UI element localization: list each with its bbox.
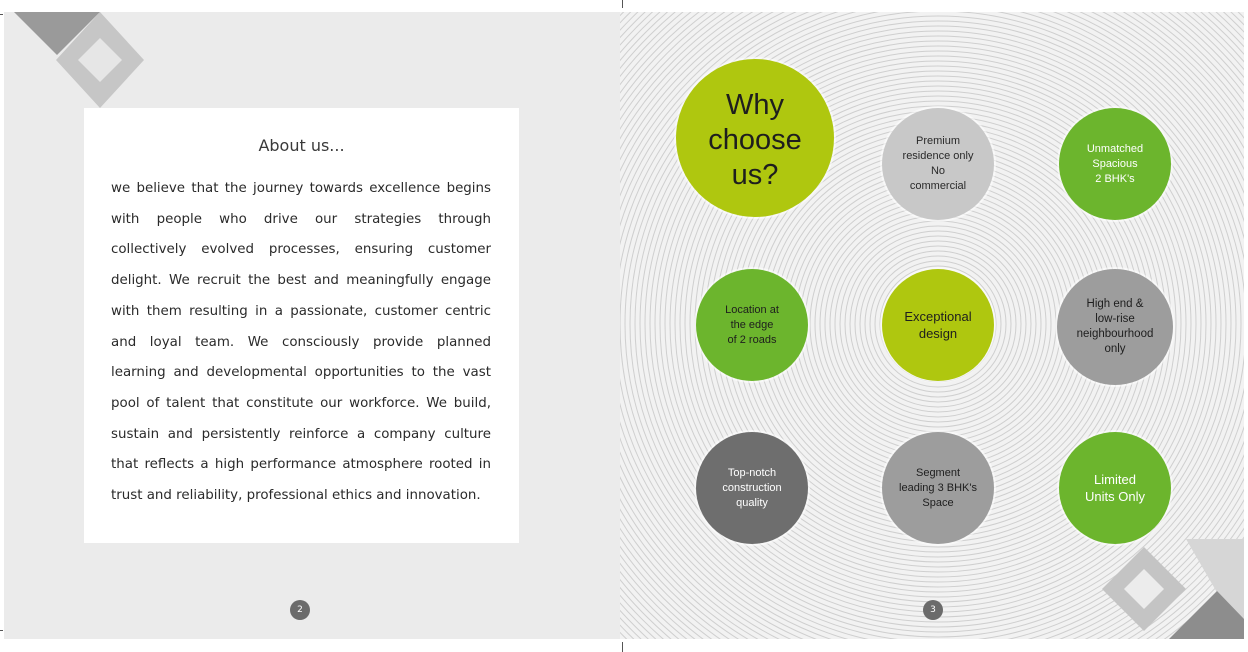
- feature-label: Exceptional design: [904, 309, 972, 341]
- feature-label: Location at the edge of 2 roads: [725, 303, 779, 346]
- feature-spacious-2bhk: [1059, 108, 1171, 220]
- feature-neighbourhood: [1057, 269, 1173, 385]
- feature-premium-residence: [882, 108, 994, 220]
- page-number: 3: [923, 600, 943, 620]
- corner-decoration: [4, 12, 164, 112]
- crop-mark: [622, 0, 623, 8]
- crop-mark: [622, 642, 623, 652]
- why-choose-us-heading: [676, 59, 834, 217]
- crop-mark: [0, 14, 3, 15]
- corner-decoration: [1094, 539, 1244, 639]
- feature-exceptional-design: [882, 269, 994, 381]
- feature-label: Limited Units Only: [1085, 472, 1145, 504]
- about-title: About us...: [258, 136, 345, 155]
- feature-label: Segment leading 3 BHK's Space: [899, 466, 977, 509]
- feature-label: High end & low-rise neighbourhood only: [1076, 298, 1154, 355]
- brochure-page-right: [620, 12, 1244, 639]
- feature-location: [696, 269, 808, 381]
- heading-text: Why choose us?: [708, 88, 802, 191]
- feature-label: Top-notch construction quality: [722, 466, 782, 509]
- feature-construction-quality: [696, 432, 808, 544]
- feature-limited-units: [1059, 432, 1171, 544]
- page-number: 2: [290, 600, 310, 620]
- crop-mark: [0, 630, 3, 631]
- brochure-page-left: [4, 12, 620, 639]
- about-card: [84, 108, 519, 543]
- feature-3bhk-space: [882, 432, 994, 544]
- feature-label: Premium residence only No commercial: [902, 135, 974, 192]
- about-paragraph: we believe that the journey towards excellence begins with people who drive our strategies through collectively evolved processes, ensuring customer delight. We recruit the best and meaningfully engage with them resulting in a passionate, customer centric and loyal team. We consciously provide planned learning and developmental opportunities to the vast pool of talent that constitute our workforce. We build, sustain and persistently reinforce a company culture that reflects a high performance atmosphere rooted in trust and reliability, professional ethics and innovation.: [111, 181, 491, 504]
- feature-label: Unmatched Spacious 2 BHK's: [1086, 142, 1144, 185]
